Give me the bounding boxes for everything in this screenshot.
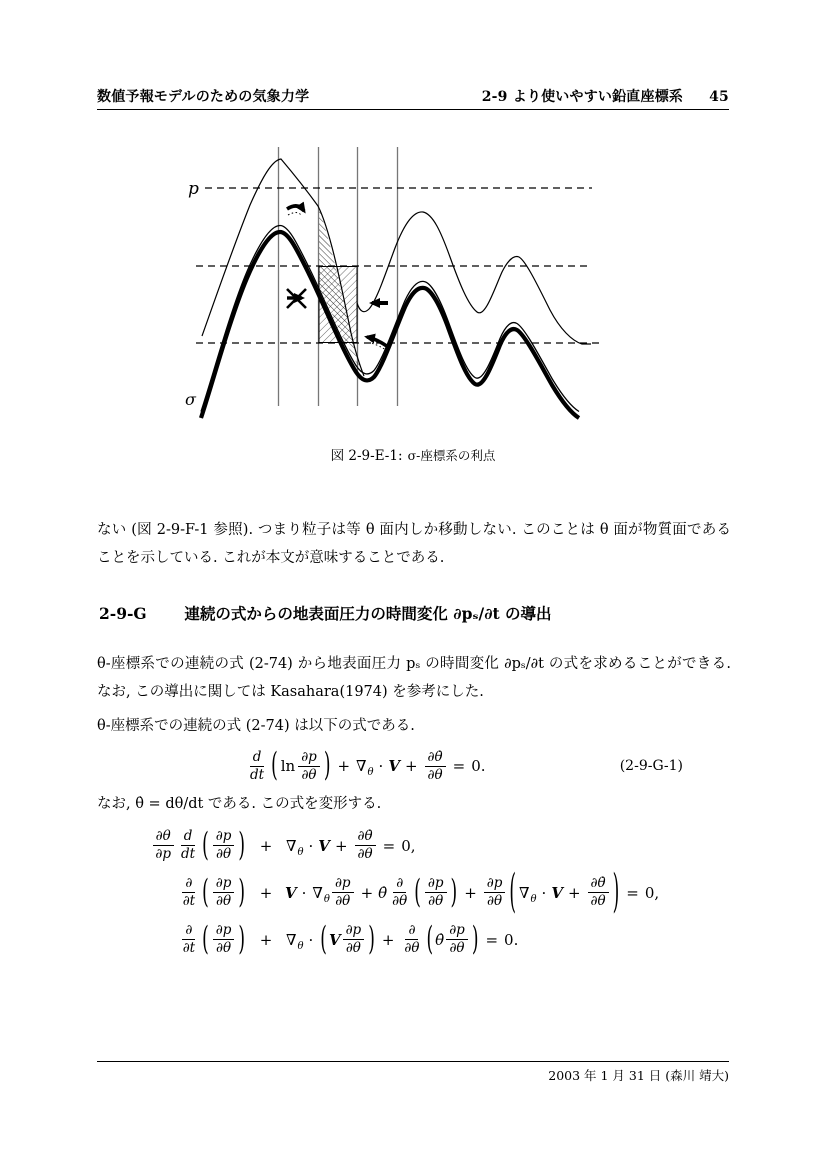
derivation-row-1: ∂θ ∂p d dt ( ∂p ∂θ ) + ∇ θ · V + $\frac{\partial\thetȧ}{\partial\theta}$ = 0, <box>97 822 731 869</box>
downslope-curved-arrow-icon <box>287 206 304 215</box>
paragraph-theta-dot-note: なお, θ̇ = dθ/dt である. この式を変形する. <box>97 796 382 812</box>
page-header <box>97 86 729 106</box>
figure-caption-number: 図 2-9-E-1: <box>330 448 403 464</box>
upper-surface-right-curve <box>357 212 591 344</box>
equation-tag: (2-9-G-1) <box>619 758 683 774</box>
figure-caption-text: σ-座標系の利点 <box>407 448 496 463</box>
derivation-row-2: ∂ ∂t ( ∂p ∂θ ) + V · ∇ θ ∂p ∂θ + θ̇ ∂ ∂θ ( ∂p ∂θ ) + $\frac{\partial p}{\partial\theta}$ ( ∇ θ · V + $\frac{\partial\thetȧ}{\partial\theta}$ ) = 0, <box>182 865 660 920</box>
paragraph-equation-lead: θ-座標系での連続の式 (2-74) は以下の式である. <box>97 718 415 734</box>
section-title: 連続の式からの地表面圧力の時間変化 ∂pₛ/∂t の導出 <box>184 604 552 623</box>
header-rule <box>97 109 729 110</box>
page-number: 45 <box>709 89 729 105</box>
sigma-axis-label: σ <box>185 390 196 409</box>
figure-caption <box>97 444 729 464</box>
footer-rule <box>97 1061 729 1062</box>
blocked-flow-arrow-icon <box>287 289 306 308</box>
paragraph-continuity-intro: θ-座標系での連続の式 (2-74) から地表面圧力 pₛ の時間変化 ∂pₛ/∂t の式を求めることができる. なお, この導出に関しては Kasahara(1974) を参考にした. <box>97 656 731 700</box>
header-book-title: 数値予報モデルのための気象力学 <box>97 89 310 105</box>
sigma-figure-svg <box>140 140 660 435</box>
equation-2-9-G-1-body: d dt ( ln ∂p ∂θ ) + ∇ θ · V + $\frac{\partial\thetȧ}{\partial\theta}$ = 0. <box>250 747 486 785</box>
derivation-row-3: ∂ ∂t ( ∂p ∂θ ) + ∇ θ · ( V ∂p ∂θ ) + ∂ ∂θ ( θ̇ ∂p ∂θ ) = 0. <box>182 920 519 959</box>
derivation-equations <box>97 822 731 963</box>
equation-2-9-G-1 <box>97 738 729 794</box>
paragraph-theta-surface: ない (図 2-9-F-1 参照). つまり粒子は等 θ 面内しか移動しない. このことは θ 面が物質面であることを示している. これが本文が意味することである. <box>97 522 731 566</box>
p-axis-label: p <box>188 179 199 199</box>
section-heading <box>99 602 729 624</box>
header-section-title: 2-9 より使いやすい鉛直座標系 <box>481 89 684 105</box>
section-number: 2-9-G <box>99 604 147 623</box>
figure-sigma-coordinate <box>140 140 660 435</box>
footer-date-author: 2003 年 1 月 31 日 (森川 靖大) <box>548 1068 729 1083</box>
